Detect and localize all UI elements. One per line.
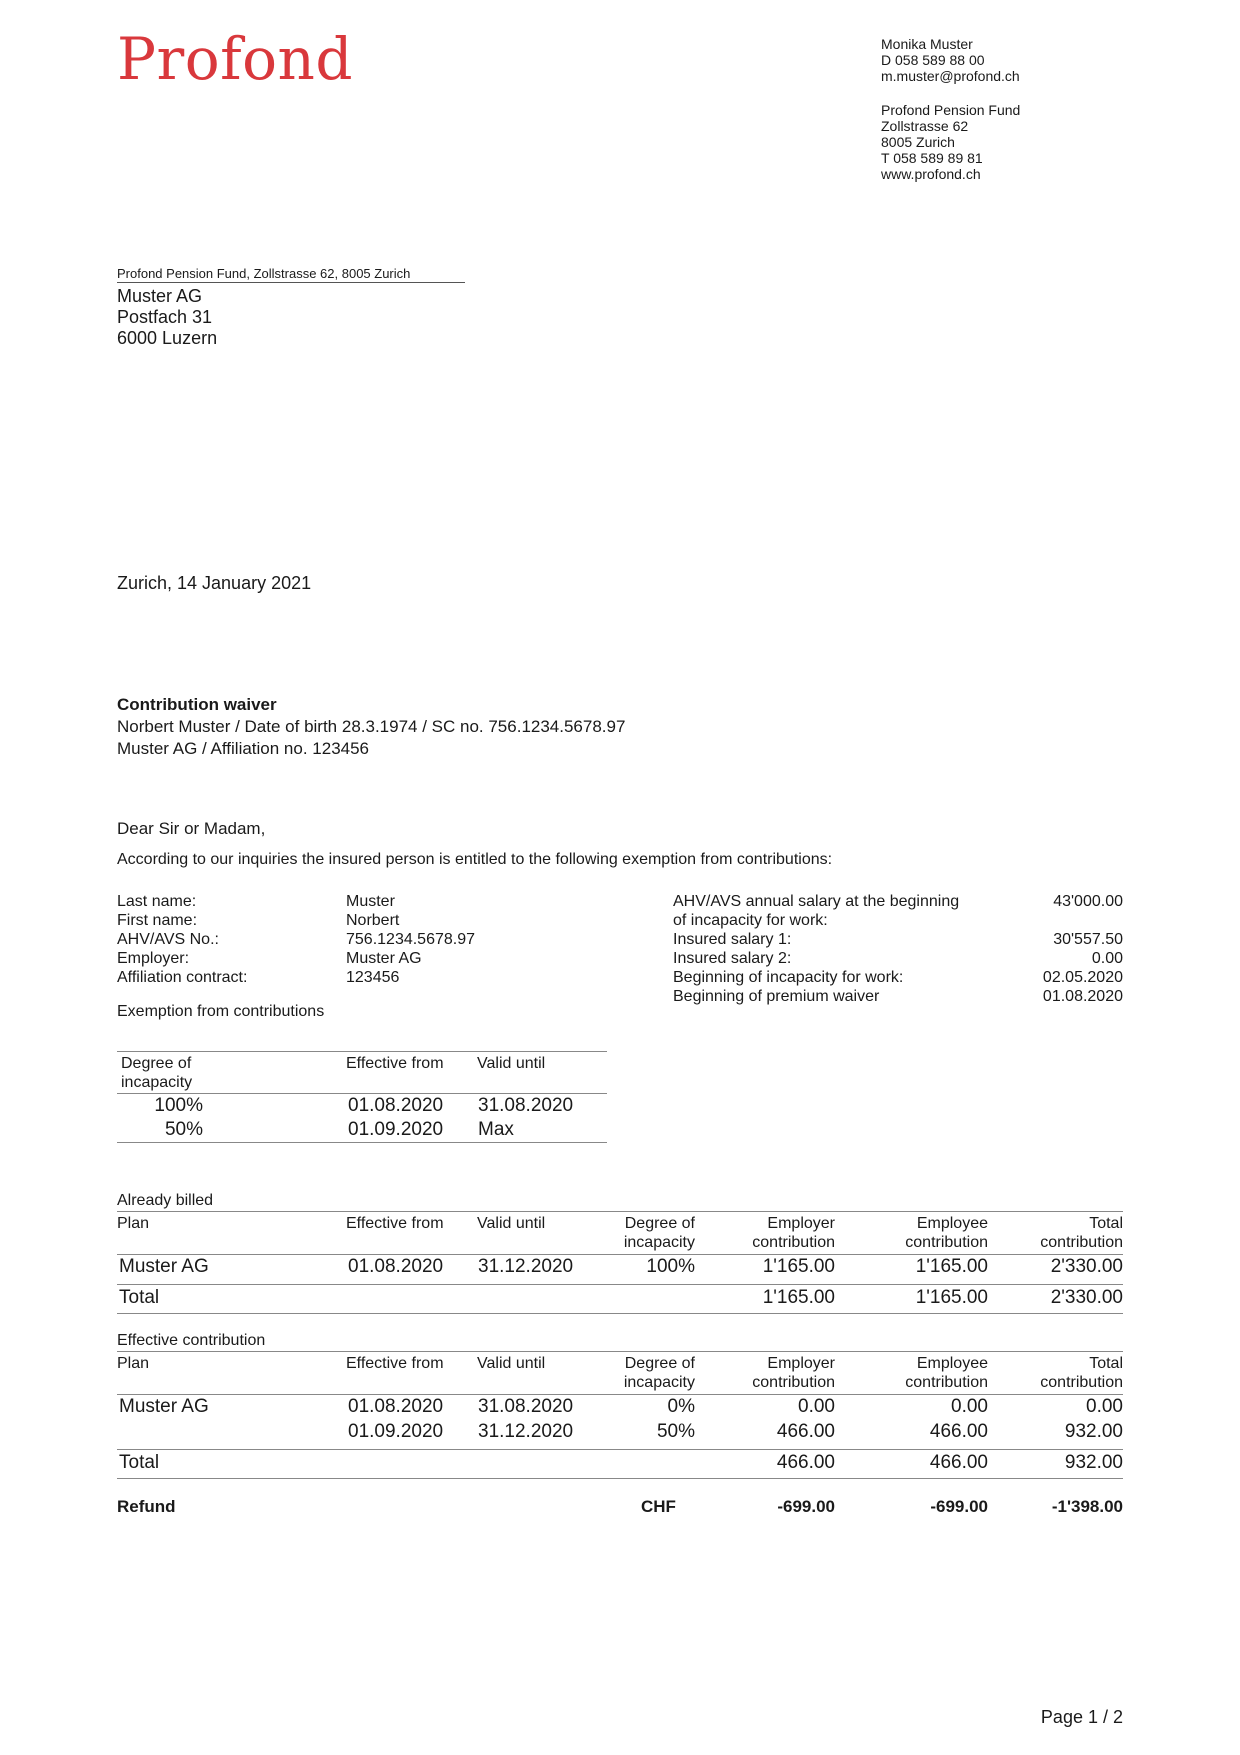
- contact-name: Monika Muster: [881, 36, 973, 52]
- effective-header-from: Effective from: [346, 1355, 444, 1372]
- effective-until: 31.08.2020: [478, 1396, 574, 1417]
- subject-title: Contribution waiver: [117, 695, 277, 714]
- effective-title: Effective contribution: [117, 1332, 266, 1349]
- exemption-until: 31.08.2020: [478, 1095, 574, 1116]
- effective-from: 01.08.2020: [348, 1396, 444, 1417]
- recipient-street: Postfach 31: [117, 307, 213, 327]
- salary-values: [983, 892, 1123, 1006]
- company-address: [881, 102, 1020, 182]
- recipient-address: [117, 286, 217, 349]
- header-degree-line1: Degree of: [624, 1355, 695, 1372]
- billed-top-rule: [117, 1211, 1123, 1212]
- value-affiliation: 123456: [346, 969, 400, 986]
- billed-header-employee: [868, 1214, 988, 1252]
- effective-employee: 466.00: [929, 1421, 988, 1442]
- effective-total-employee: 466.00: [929, 1452, 988, 1473]
- company-city: 8005 Zurich: [881, 134, 955, 150]
- header-employee-line1: Employee: [916, 1355, 988, 1372]
- effective-degree: 50%: [656, 1421, 695, 1442]
- personal-labels: [117, 892, 247, 987]
- billed-degree: 100%: [646, 1256, 695, 1277]
- effective-header-rule: [117, 1394, 1123, 1395]
- billed-total-label: Total: [119, 1287, 160, 1308]
- exemption-until: Max: [478, 1119, 514, 1140]
- recipient-name: Muster AG: [117, 286, 203, 306]
- value-last-name: Muster: [346, 893, 395, 910]
- value-insured-salary-1: 30'557.50: [1053, 931, 1123, 948]
- salary-labels: [673, 892, 959, 1006]
- subject-line-affiliation: Muster AG / Affiliation no. 123456: [117, 739, 370, 758]
- effective-total: 0.00: [1086, 1396, 1123, 1417]
- effective-header-total: [1003, 1354, 1123, 1392]
- letter-date: Zurich, 14 January 2021: [117, 573, 312, 593]
- header-degree-line2: incapacity: [623, 1234, 695, 1251]
- label-incapacity-begin: Beginning of incapacity for work:: [673, 969, 904, 986]
- billed-employer: 1'165.00: [762, 1256, 835, 1277]
- billed-employee: 1'165.00: [915, 1256, 988, 1277]
- label-last-name: Last name:: [117, 893, 197, 910]
- exemption-header-from: Effective from: [346, 1055, 444, 1072]
- value-first-name: Norbert: [346, 912, 400, 929]
- effective-employee: 0.00: [951, 1396, 988, 1417]
- exemption-top-rule: [117, 1051, 607, 1052]
- contact-email: m.muster@profond.ch: [881, 68, 1020, 84]
- billed-total-rule: [117, 1284, 1123, 1285]
- effective-employer: 466.00: [776, 1421, 835, 1442]
- effective-total-label: Total: [119, 1452, 160, 1473]
- exemption-title: Exemption from contributions: [117, 1003, 325, 1020]
- exemption-from: 01.09.2020: [348, 1119, 444, 1140]
- billed-header-rule: [117, 1254, 1123, 1255]
- effective-until: 31.12.2020: [478, 1421, 574, 1442]
- header-employee-line2: contribution: [905, 1234, 988, 1251]
- header-total-line1: Total: [1089, 1355, 1123, 1372]
- label-premium-waiver-begin: Beginning of premium waiver: [673, 988, 880, 1005]
- billed-title: Already billed: [117, 1192, 214, 1209]
- exemption-degree: 50%: [164, 1119, 203, 1140]
- contact-phone: D 058 589 88 00: [881, 52, 985, 68]
- header-degree-line2: incapacity: [121, 1074, 193, 1091]
- billed-header-employer: [715, 1214, 835, 1252]
- effective-bottom-rule: [117, 1478, 1123, 1479]
- effective-header-degree: [595, 1354, 695, 1392]
- value-annual-salary: 43'000.00: [1053, 893, 1123, 910]
- header-employer-line1: Employer: [767, 1355, 835, 1372]
- refund-label: Refund: [117, 1497, 176, 1516]
- effective-total: 932.00: [1064, 1421, 1123, 1442]
- label-ahv-no: AHV/AVS No.:: [117, 931, 219, 948]
- effective-degree: 0%: [667, 1396, 695, 1417]
- header-employer-line2: contribution: [752, 1374, 835, 1391]
- company-web: www.profond.ch: [881, 166, 981, 182]
- billed-total-employer: 1'165.00: [762, 1287, 835, 1308]
- header-employer-line2: contribution: [752, 1234, 835, 1251]
- billed-header-until: Valid until: [477, 1215, 546, 1232]
- exemption-from: 01.08.2020: [348, 1095, 444, 1116]
- salutation: Dear Sir or Madam,: [117, 819, 266, 838]
- effective-employer: 0.00: [798, 1396, 835, 1417]
- effective-header-employer: [715, 1354, 835, 1392]
- header-total-line2: contribution: [1040, 1234, 1123, 1251]
- billed-header-from: Effective from: [346, 1215, 444, 1232]
- personal-values: [346, 892, 475, 987]
- exemption-bottom-rule: [117, 1142, 607, 1143]
- company-logo: Profond: [117, 25, 354, 93]
- subject-line-insured: Norbert Muster / Date of birth 28.3.1974 / SC no. 756.1234.5678.97: [117, 717, 626, 736]
- exemption-degree: 100%: [154, 1095, 203, 1116]
- value-ahv-no: 756.1234.5678.97: [346, 931, 476, 948]
- effective-plan: Muster AG: [119, 1396, 209, 1417]
- header-employer-line1: Employer: [767, 1215, 835, 1232]
- header-degree-line1: Degree of: [624, 1215, 695, 1232]
- value-premium-waiver-begin: 01.08.2020: [1042, 988, 1123, 1005]
- label-annual-salary-2: of incapacity for work:: [673, 912, 828, 929]
- billed-header-degree: [595, 1214, 695, 1252]
- recipient-city: 6000 Luzern: [117, 328, 218, 348]
- refund-currency: CHF: [641, 1497, 676, 1516]
- billed-total-total: 2'330.00: [1050, 1287, 1123, 1308]
- exemption-header-degree: [121, 1054, 192, 1092]
- label-annual-salary-1: AHV/AVS annual salary at the beginning: [673, 893, 960, 910]
- header-total-line1: Total: [1089, 1215, 1123, 1232]
- billed-plan: Muster AG: [119, 1256, 209, 1277]
- billed-header-total: [1003, 1214, 1123, 1252]
- page-number: Page 1 / 2: [1040, 1707, 1123, 1727]
- billed-header-plan: Plan: [117, 1215, 150, 1232]
- label-insured-salary-1: Insured salary 1:: [673, 931, 792, 948]
- value-employer: Muster AG: [346, 950, 422, 967]
- value-insured-salary-2: 0.00: [1091, 950, 1123, 967]
- intro-text: According to our inquiries the insured person is entitled to the following exemption from contributions:: [117, 851, 833, 868]
- refund-total: -1'398.00: [1051, 1497, 1123, 1516]
- company-phone: T 058 589 89 81: [881, 150, 983, 166]
- company-name: Profond Pension Fund: [881, 102, 1021, 118]
- effective-total-rule: [117, 1449, 1123, 1450]
- billed-until: 31.12.2020: [478, 1256, 574, 1277]
- refund-employer: -699.00: [777, 1497, 835, 1516]
- billed-total: 2'330.00: [1050, 1256, 1123, 1277]
- value-incapacity-begin: 02.05.2020: [1042, 969, 1123, 986]
- billed-from: 01.08.2020: [348, 1256, 444, 1277]
- label-employer: Employer:: [117, 950, 190, 967]
- header-total-line2: contribution: [1040, 1374, 1123, 1391]
- refund-employee: -699.00: [930, 1497, 988, 1516]
- effective-from: 01.09.2020: [348, 1421, 444, 1442]
- exemption-header-rule: [117, 1093, 607, 1094]
- company-street: Zollstrasse 62: [881, 118, 969, 134]
- header-employee-line1: Employee: [916, 1215, 988, 1232]
- header-degree-line1: Degree of: [121, 1055, 192, 1072]
- sender-return-line: Profond Pension Fund, Zollstrasse 62, 8005 Zurich: [117, 266, 465, 283]
- label-first-name: First name:: [117, 912, 198, 929]
- label-affiliation: Affiliation contract:: [117, 969, 248, 986]
- exemption-header-until: Valid until: [477, 1055, 546, 1072]
- effective-header-until: Valid until: [477, 1355, 546, 1372]
- billed-total-employee: 1'165.00: [915, 1287, 988, 1308]
- effective-total-employer: 466.00: [776, 1452, 835, 1473]
- effective-header-employee: [868, 1354, 988, 1392]
- effective-header-plan: Plan: [117, 1355, 150, 1372]
- header-employee-line2: contribution: [905, 1374, 988, 1391]
- effective-top-rule: [117, 1351, 1123, 1352]
- header-degree-line2: incapacity: [623, 1374, 695, 1391]
- label-insured-salary-2: Insured salary 2:: [673, 950, 792, 967]
- contact-person: [881, 36, 1020, 84]
- effective-total-total: 932.00: [1064, 1452, 1123, 1473]
- billed-bottom-rule: [117, 1313, 1123, 1314]
